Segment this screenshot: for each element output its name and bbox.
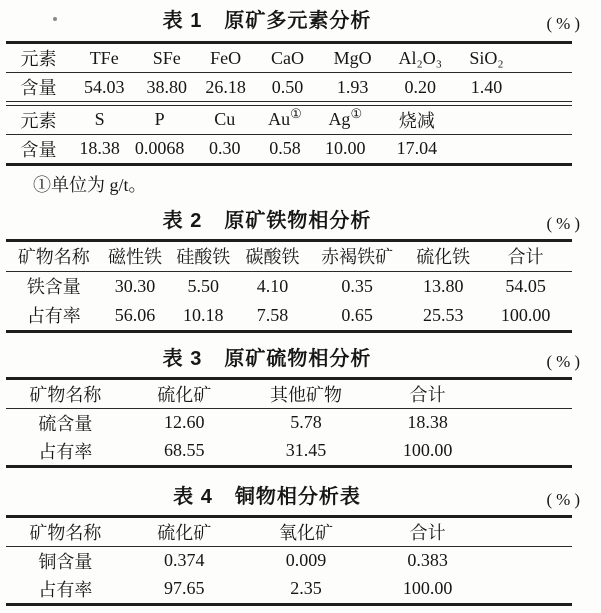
table-row [6,408,572,437]
header-cell: 其他矿物 [244,378,369,408]
table3-unit-label: (%) [546,351,584,371]
data-cell: 97.65 [164,578,205,598]
table4-copper-phase [6,515,572,606]
header-cell: P [128,105,191,134]
data-cell: 10.18 [182,304,224,325]
header-cell: 合计 [368,378,487,408]
table-row [6,105,572,134]
data-cell: 0.20 [404,76,436,97]
table2-caption-title: 原矿铁物相分析 [224,209,372,232]
data-cell: 13.80 [422,275,464,296]
table-row [6,516,572,546]
header-cell: 元素 [6,43,71,73]
data-cell: 100.00 [500,304,551,325]
data-cell: 2.35 [290,578,322,598]
header-cell [312,105,379,134]
table2-unit-label: (%) [546,213,584,233]
element-symbol: Ag [328,109,351,129]
table-row [6,271,572,301]
table-row [6,73,572,102]
data-cell: 0.58 [269,138,301,158]
table2-iron-phase [6,239,572,333]
header-cell: 磁性铁 [102,240,169,271]
row-label-cell: 铁含量 [26,277,81,297]
data-cell: 0.50 [271,76,304,97]
header-cell: S [71,105,128,134]
header-cell: 矿物名称 [6,240,102,271]
table-row [6,378,572,408]
table-row [6,240,572,271]
table2-caption [6,206,584,236]
data-cell: 56.06 [114,304,156,325]
header-cell: 硫化矿 [125,516,244,546]
table3-caption [6,344,584,374]
data-cell: 0.374 [164,550,205,570]
table4-unit-label: (%) [546,489,584,509]
header-cell: 矿物名称 [6,378,125,408]
spacer-cell [487,575,572,605]
data-cell: 0.383 [407,550,448,570]
data-cell: 31.45 [285,440,327,460]
data-cell: 30.30 [114,275,156,296]
header-cell: FeO [196,43,255,73]
header-cell [258,105,311,134]
data-cell: 0.0068 [134,138,185,158]
header-cell: 氧化矿 [244,516,369,546]
row-label-cell: 占有率 [26,306,81,326]
table3-caption-title: 原矿硫物相分析 [224,347,372,370]
header-cell: 硫化矿 [125,378,244,408]
table1-caption-label: 表 1 [162,10,203,32]
table1-elements-part1 [6,41,572,102]
spacer-cell [487,437,572,467]
table1-elements-part2 [6,105,572,166]
row-label-cell: 占有率 [38,441,93,462]
row-label-cell: 硫含量 [38,413,93,434]
spacer-cell [455,134,572,164]
data-cell: 4.10 [256,275,289,296]
header-cell: TFe [71,43,137,73]
data-cell: 68.55 [164,440,205,460]
header-cell: SFe [137,43,196,73]
table1-caption [6,6,584,36]
element-symbol: Au [268,109,291,129]
footnote-marker: ① [290,106,302,121]
header-cell: 合计 [368,516,487,546]
row-label-cell: 占有率 [38,579,93,600]
header-cell: Cu [191,105,258,134]
table-row [6,437,572,467]
header-cell: 硅酸铁 [168,240,238,271]
data-cell: 18.38 [79,138,120,158]
header-cell: 烧减 [379,105,455,134]
data-cell: 5.78 [290,412,322,432]
table1-footnote: ①单位为 g/t。 [33,174,147,195]
data-cell: 5.50 [187,275,219,296]
data-cell: 17.04 [396,138,438,158]
table-row [6,301,572,332]
data-cell: 0.35 [341,275,373,296]
spacer-cell [487,378,572,408]
header-cell: SiO₂ [455,43,517,73]
data-cell: 10.00 [325,138,366,158]
row-label-cell: 含量 [20,78,57,98]
data-cell: 54.05 [505,275,546,296]
table4-caption-label: 表 4 [173,485,213,508]
data-cell: 0.30 [208,138,241,158]
header-cell: CaO [255,43,320,73]
data-cell: 0.009 [285,550,327,570]
table3-sulfur-phase [6,377,572,468]
header-cell: 赤褐铁矿 [307,240,407,271]
data-cell: 38.80 [146,76,187,97]
header-cell: MgO [320,43,385,73]
data-cell: 1.93 [336,76,369,97]
table-row [6,43,572,73]
data-cell: 12.60 [164,412,205,432]
data-cell: 7.58 [256,304,289,325]
data-cell: 1.40 [470,76,503,97]
data-cell: 25.53 [422,304,464,325]
header-cell: 元素 [6,105,71,134]
data-cell: 100.00 [402,440,453,460]
table4-caption-title: 铜物相分析表 [234,485,361,508]
data-cell: 18.38 [407,412,448,432]
data-cell: 0.65 [341,304,373,325]
row-label-cell: 铜含量 [38,551,93,572]
spacer-cell [518,43,572,73]
spacer-cell [455,105,572,134]
data-cell: 26.18 [205,76,246,97]
spacer-cell [487,408,572,437]
table-row [6,575,572,605]
table4-caption [6,482,584,512]
table2-caption-label: 表 2 [162,209,203,232]
spacer-cell [518,73,572,102]
row-label-cell: 含量 [20,139,57,160]
table3-caption-label: 表 3 [162,347,203,370]
header-cell: 合计 [479,240,572,271]
data-cell: 100.00 [402,578,453,598]
table-row [6,134,572,164]
spacer-cell [487,516,572,546]
data-cell: 54.03 [83,76,125,97]
table1-unit-label: (%) [546,14,584,33]
header-cell: 矿物名称 [6,516,125,546]
spacer-cell [487,546,572,575]
footnote-marker: ① [350,106,363,121]
header-cell: Al₂O₃ [385,43,455,73]
table1-caption-title: 原矿多元素分析 [224,10,372,32]
header-cell: 硫化铁 [407,240,479,271]
table-row [6,546,572,575]
header-cell: 碳酸铁 [238,240,307,271]
